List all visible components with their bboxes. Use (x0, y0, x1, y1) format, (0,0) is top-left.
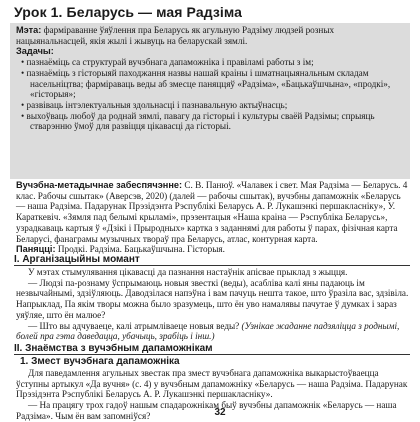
task-item: • развіваць інтэлектуальныя здольнасці і пазнавальную актыўнасць; (21, 99, 288, 110)
task-item: • пазнаёміць з гісторыяй паходжання назвы нашай краіны і шматнацыянальным складам насельніцтва; фарміраваць веды аб змесце паняццяў «Радзіма», «Бацькаўшчына», «продкі», «гісторыя»; (21, 67, 391, 100)
terms-text: Продкі. Радзіма. Бацькаўшчына. Гісторыя. (57, 244, 225, 255)
section-heading-textbook: II. Знаёмства з вучэбным дапаможнікам (14, 343, 410, 355)
subsection-heading: 1. Змест вучэбнага дапаможніка (20, 356, 180, 367)
tasks-label: Задачы: (16, 46, 54, 57)
terms-label: Паняцці: (16, 244, 56, 255)
section1-body (16, 267, 410, 342)
page-number: 32 (214, 407, 226, 418)
means-label: Вучэбна-метадычнае забеспячэнне: (16, 180, 183, 190)
goal-text: фарміраванне ўяўлення пра Беларусь як агульную Радзіму людзей розных нацыянальнасцей, якія жылі і жывуць на беларускай зямлі. (16, 25, 335, 46)
document-page (10, 0, 410, 420)
paragraph: Для паведамлення агульных звестак пра змест вучэбнага дапаможніка выкарыстоўваецца ўступны артыкул «Да вучня» (с. 4) у вучэбным дапаможніку «Беларусь — наша Радзіма. Падарунак Прэзідэнта Рэспублікі Беларусь А. Р. Лукашэнкі першакласніку». (16, 368, 408, 400)
task-item: • пазнаёміць са структурай вучэбнага дапаможніка і правіламі работы з ім; (21, 57, 314, 68)
goal-label: Мэта: (16, 25, 42, 35)
paragraph: — На працягу трох гадоў нашым спадарожнікам быў вучэбны дапаможнік «Беларусь — наша Радзіма». Чым ён вам запомніўся? (16, 400, 397, 421)
paragraph: — Людзі па-рознаму ўспрымаюць новыя звесткі (веды), асабліва калі яны падаюць ім незвычайнымі, здзіўляюць. Даводзілася напэўна і вам пачуць нешта такое, што ўразіла вас, здзівіла. Напрыклад, Па якім творы можна было зразумець, што ён уво намалявы пачутае ў думках і зараз уяўляе, што ён малюе? (16, 277, 409, 320)
section-heading-organizational: I. Арганізацыйны момант (14, 254, 410, 266)
lesson-title: Урок 1. Беларусь — мая Радзіма (14, 4, 243, 20)
paragraph: У мэтах стымулявання цікавасці да пазнання настаўнік апісвае прыклад з жыцця. (28, 267, 348, 277)
means-block (16, 180, 408, 255)
goal-line (16, 25, 406, 46)
aims-block (16, 25, 406, 132)
task-item: • выхоўваць любоў да роднай зямлі, павагу да гісторыі і культуры сваёй Радзімы; спрыяць стварэнню ўмоў для развіцця цікавасці да гісторыі. (21, 110, 375, 132)
means-line (16, 180, 408, 244)
question-text: — Што вы адчуваеце, калі атрымліваеце новыя веды? (28, 320, 240, 331)
means-text: С. В. Панюў. «Чалавек і свет. Мая Радзіма — Беларусь. 4 клас. Рабочы сшытак» (Аверсэв, 2020) (далей — рабочы сшытак), вучэбны дапаможнік «Беларусь — наша Радзіма. Падарунак Прэзідэнта Рэспублікі Беларусь А. Р. Лукашэнкі першакласніку», У. Караткевіч. «Зямля пад белымі крыламі», прэзентацыя «Наша краіна — Рэспубліка Беларусь», узрадкаваць картыя ў «Дзікі і Прыродных» картка з заданнямі для работы ў парах, фізічная карта Беларусі, фанаграмы музычных твораў пра Беларусь, атлас, контурная карта. (16, 180, 408, 244)
expected-answer: (Узнікае жаданне падзяліцца з роднымі, болей пра гэта даведацца, убачыць, зрабіць і інш.) (16, 320, 400, 342)
paragraph (16, 321, 410, 342)
